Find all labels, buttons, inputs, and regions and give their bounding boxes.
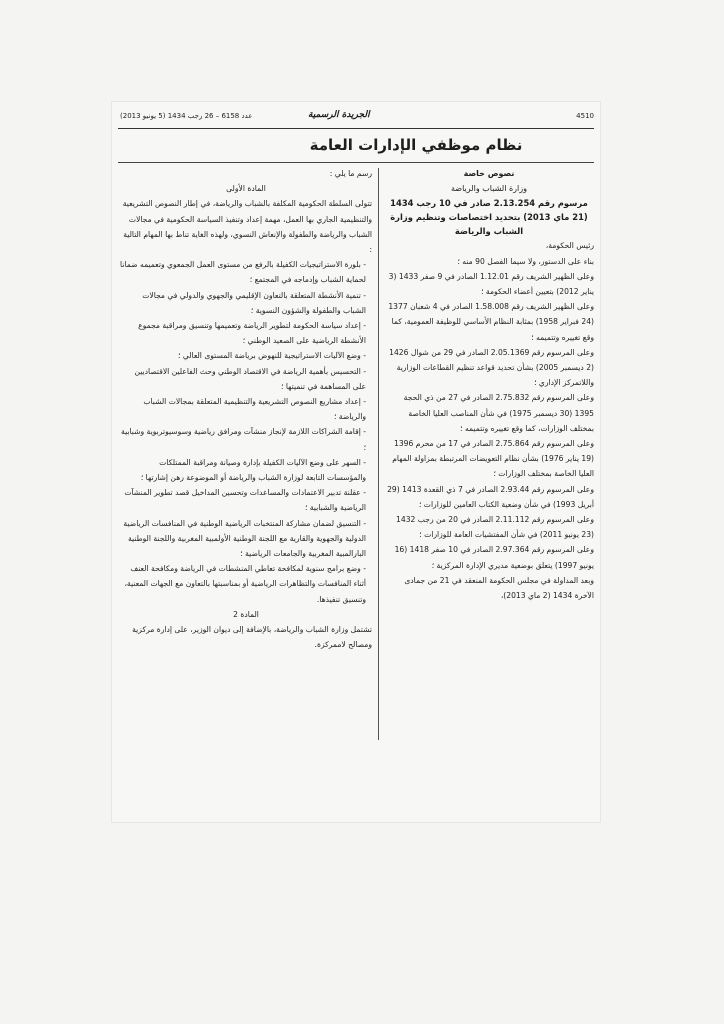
- article-1-item: - إعداد مشاريع النصوص التشريعية والتنظيمية المتعلقة بمجالات الشباب والرياضة ؛: [143, 397, 366, 422]
- article-1-item: - التنسيق لضمان مشاركة المنتخبات الرياضية الوطنية في المنافسات الرياضية الدولية والجهوية والقارية مع اللجنة الوطنية الأولمبية المغربية واللجنة الوطنية البارالمبية المغربية والجامعات الرياضية ؛: [123, 518, 366, 559]
- article-1-item: - إعداد سياسة الحكومة لتطوير الرياضة وتعميمها وتنسيق ومراقبة مجموع الأنشطة الرياضية على الصعيد الوطني ؛: [138, 321, 366, 346]
- article-1-intro: تتولى السلطة الحكومية المكلفة بالشباب والرياضة، في إطار النصوص التشريعية والتنظيمية الجاري بها العمل، مهمة إعداد وتنفيذ السياسة الحكومية في مجالات الشباب والرياضة والطفولة والإنعاش النسوي، ولهذه الغاية تناط بها المهام التالية :: [122, 199, 372, 255]
- title-rule: [118, 162, 594, 163]
- gazette-name: الجريدة الرسمية: [308, 110, 370, 120]
- recital: وعلى المرسوم رقم 2.05.1369 الصادر في 29 من شوال 1426 (2 ديسمبر 2005) بشأن تحديد قواعد تنظيم القطاعات الوزارية واللاتمركز الإداري ؛: [389, 347, 594, 388]
- recital: وعلى المرسوم رقم 2.11.112 الصادر في 20 من رجب 1432 (23 يونيو 2011) في شأن المفتشيات العامة للوزارات ؛: [396, 515, 594, 540]
- page-number: 4510: [576, 112, 594, 120]
- recital: وبعد المداولة في مجلس الحكومة المنعقد في 21 من جمادى الآخرة 1434 (2 ماي 2013)،: [404, 575, 594, 601]
- section-title: نظام موظفي الإدارات العامة: [309, 136, 523, 154]
- recital: وعلى المرسوم رقم 2.97.364 الصادر في 10 صفر 1418 (16 يونيو 1997) يتعلق بوضعية مديري الإدارة المركزية ؛: [394, 545, 594, 570]
- article-2-heading: المادة 2: [233, 609, 259, 619]
- recital: وعلى الظهير الشريف رقم 1.58.008 الصادر في 4 شعبان 1377 (24 فبراير 1958) بمثابة النظام الأساسي للوظيفة العمومية، كما وقع تغييره وتتميمه ؛: [388, 302, 594, 342]
- recital: بناء على الدستور، ولا سيما الفصل 90 منه ؛: [457, 256, 594, 266]
- header-rule: [118, 128, 594, 129]
- gazette-page: [112, 102, 600, 822]
- article-1-item: - التحسيس بأهمية الرياضة في الاقتصاد الوطني وحث الفاعلين الاقتصاديين على المساهمة في تنميتها ؛: [134, 366, 366, 391]
- article-1-item: - عقلنة تدبير الاعتمادات والمساعدات وتحسين المداخيل قصد تطوير المنشآت الرياضية والشبابية ؛: [124, 488, 366, 513]
- recital: وعلى المرسوم رقم 2.75.864 الصادر في 17 من محرم 1396 (19 يناير 1976) بشأن نظام التعويضات المرتبطة بمزاولة المهام العليا الخاصة بمختلف الوزارات ؛: [392, 439, 594, 479]
- recital: وعلى الظهير الشريف رقم 1.12.01 الصادر في 9 صفر 1433 (3 يناير 2012) بتعيين أعضاء الحكومة ؛: [388, 271, 594, 297]
- ministry-name: وزارة الشباب والرياضة: [451, 184, 527, 194]
- recital: وعلى المرسوم رقم 2.75.832 الصادر في 27 من ذي الحجة 1395 (30 ديسمبر 1975) في شأن المناصب العليا الخاصة بمختلف الوزارات، كما وقع تغييره وتتميمه ؛: [403, 393, 594, 433]
- decrees-what-follows: رسم ما يلي :: [329, 169, 372, 178]
- left-column: [120, 166, 372, 653]
- column-divider: [378, 168, 379, 740]
- article-1-item: - تنمية الأنشطة المتعلقة بالتعاون الإقليمي والجهوي والدولي في مجالات الشباب والطفولة والشؤون النسوية ؛: [142, 290, 366, 315]
- section-heading: نصوص خاصة: [463, 169, 515, 178]
- article-1-item: - وضع الآليات الاستراتيجية للنهوض برياضة المستوى العالي ؛: [178, 351, 366, 361]
- article-1-item: - بلورة الاستراتيجيات الكفيلة بالرفع من مستوى العمل الجمعوي وتعميمه ضمانا لحماية الشباب وإدماجه في المجتمع ؛: [120, 260, 366, 285]
- article-1-item: - إقامة الشراكات اللازمة لإنجاز منشآت ومرافق رياضية وسوسيوتربوية وشبابية ؛: [121, 427, 366, 452]
- decree-title: مرسوم رقم 2.13.254 صادر في 10 رجب 1434 (21 ماي 2013) بتحديد اختصاصات وتنظيم وزارة الشباب والرياضة: [390, 198, 588, 237]
- head-of-government: رئيس الحكومة،: [545, 241, 594, 251]
- right-column: [384, 166, 594, 603]
- article-1-heading: المادة الأولى: [226, 184, 266, 194]
- article-2-text: تشتمل وزارة الشباب والرياضة، بالإضافة إلى ديوان الوزير، على إدارة مركزية ومصالح لاممركزة.: [132, 625, 372, 650]
- article-1-item: - وضع برامج سنوية لمكافحة تعاطي المنشطات في الرياضة ومكافحة العنف أثناء المنافسات والتظاهرات الرياضية أو بمناسبتها بالتعاون مع الجهات المعنية، وتنسيق تنفيذها.: [124, 564, 366, 604]
- recital: وعلى المرسوم رقم 2.93.44 الصادر في 7 ذي القعدة 1413 (29 أبريل 1993) في شأن وضعية الكتاب العامين للوزارات ؛: [387, 484, 594, 509]
- issue-info: عدد 6158 – 26 رجب 1434 (5 يونيو 2013): [120, 112, 253, 120]
- article-1-item: - السهر على وضع الآليات الكفيلة بإدارة وصيانة ومراقبة الممتلكات والمؤسسات التابعة لوزارة الشباب والرياضة أو الموضوعة رهن إشارتها ؛: [140, 457, 366, 483]
